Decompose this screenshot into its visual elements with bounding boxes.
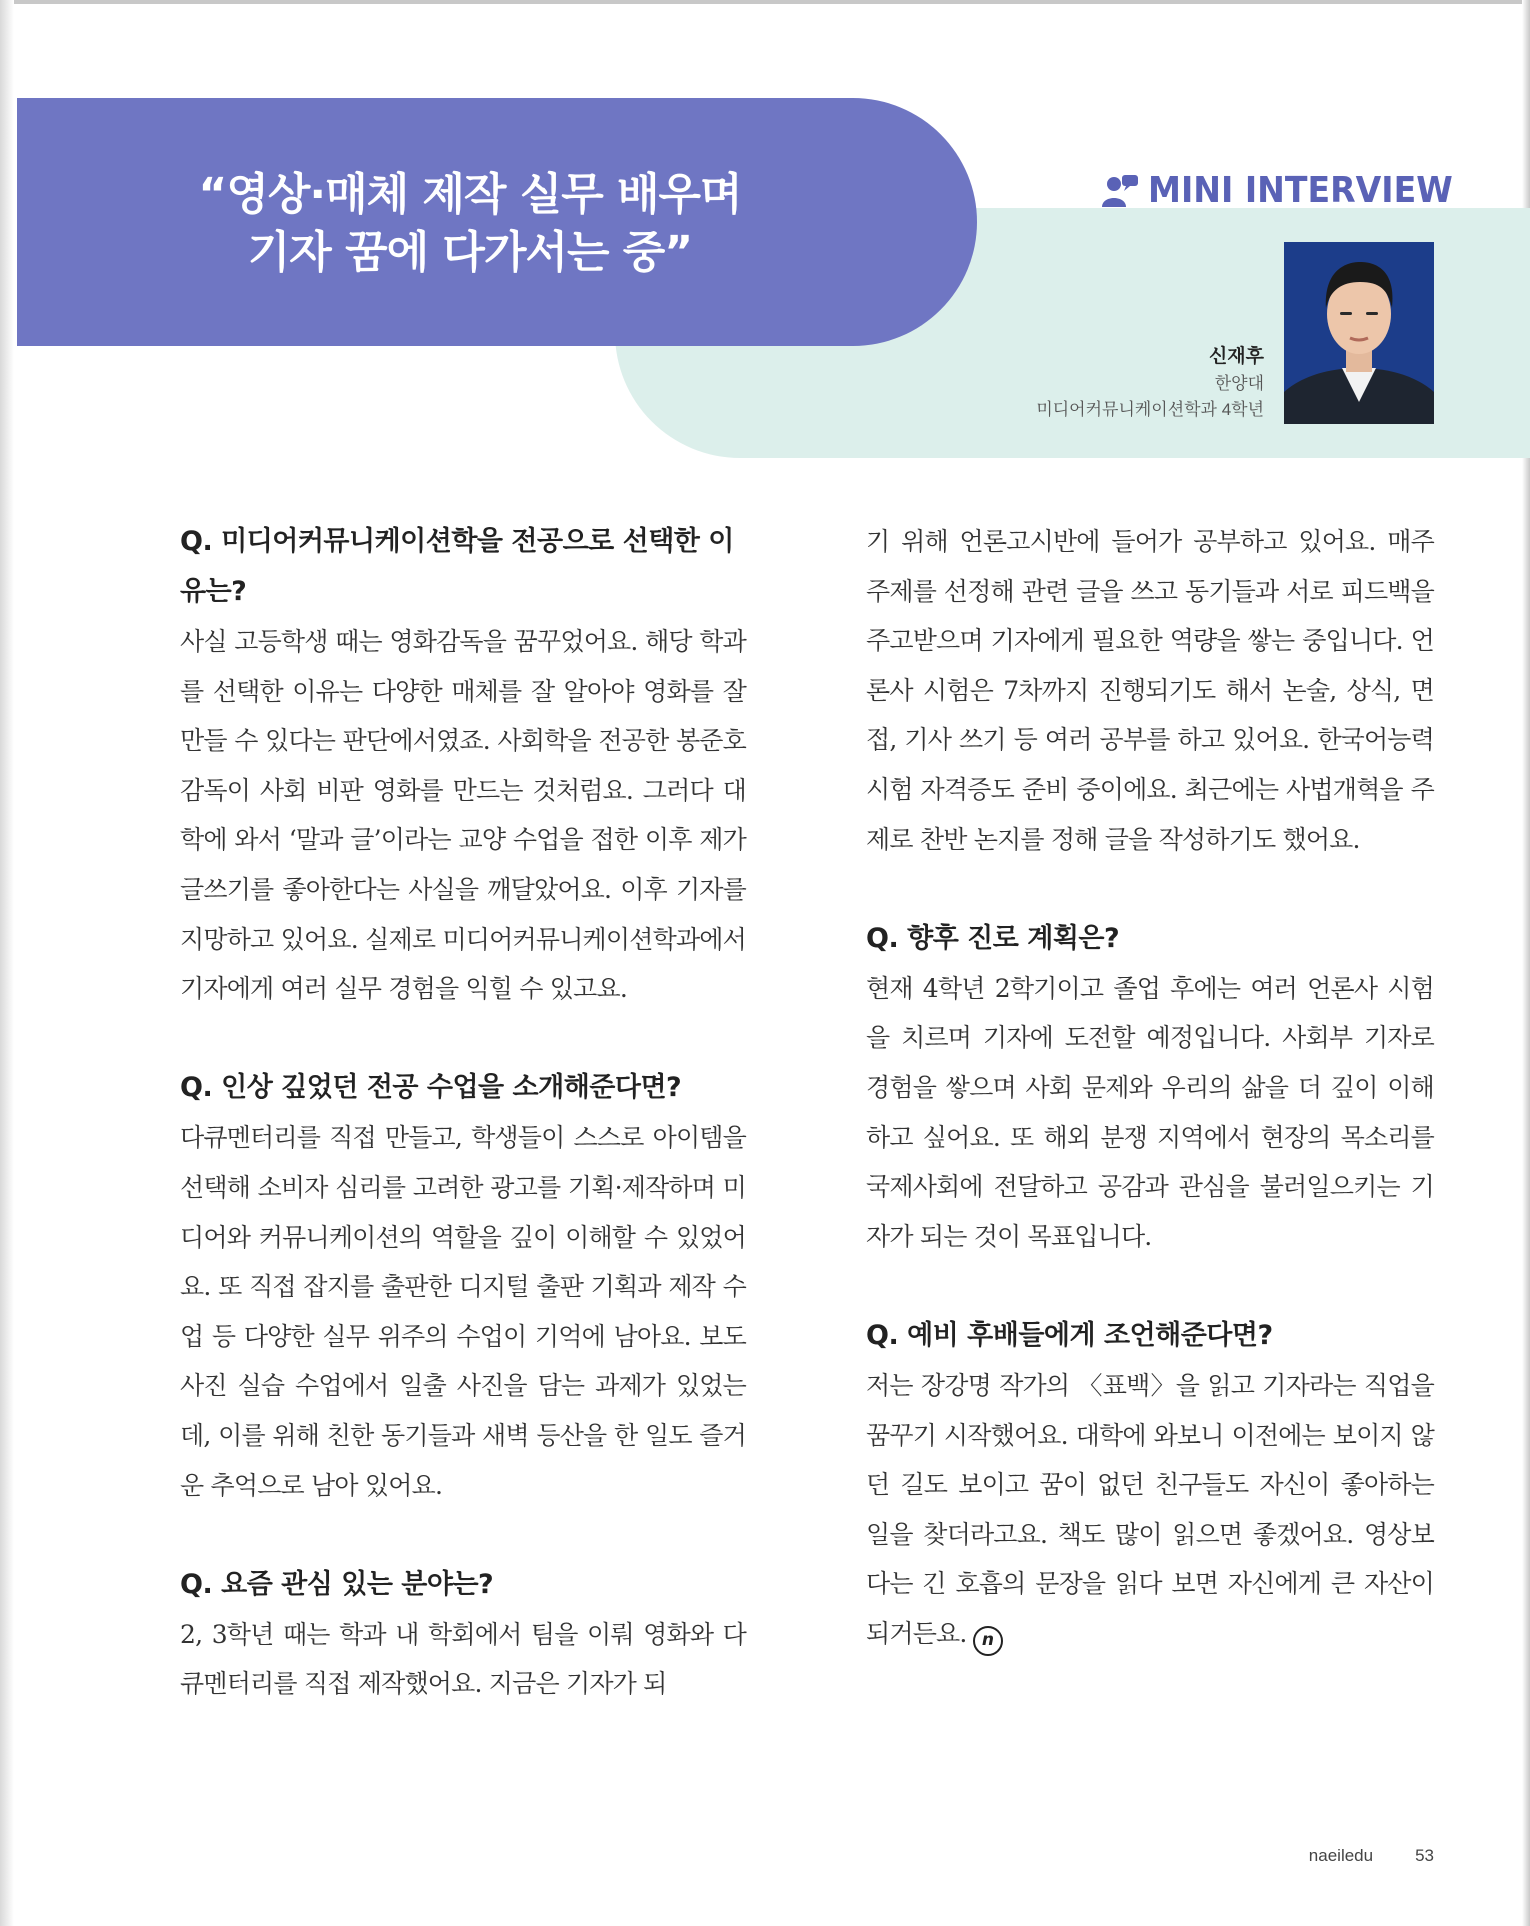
- question-2: Q. 인상 깊었던 전공 수업을 소개해준다면?: [180, 1072, 682, 1104]
- question-5: Q. 예비 후배들에게 조언해준다면?: [866, 1319, 1273, 1351]
- right-column: [866, 517, 1434, 1658]
- answer-2: 다큐멘터리를 직접 만들고, 학생들이 스스로 아이템을 선택해 소비자 심리를 고려한 광고를 기획·제작하며 미디어와 커뮤니케이션의 역할을 깊이 이해할 수 있었어요. 또 직접 잡지를 출판한 디지털 출판 기획과 제작 수업 등 다양한 실무 위주의 수업이 기억에 남아요. 보도사진 실습 수업에서 일출 사진을 담는 과제가 있었는데, 이를 위해 친한 동기들과 새벽 등산을 한 일도 즐거운 추억으로 남아 있어요.: [180, 1123, 746, 1500]
- profile-name: 신재후: [1208, 346, 1264, 367]
- question-3: Q. 요즘 관심 있는 분야는?: [180, 1568, 494, 1600]
- answer-1: 사실 고등학생 때는 영화감독을 꿈꾸었어요. 해당 학과를 선택한 이유는 다양한 매체를 잘 알아야 영화를 잘 만들 수 있다는 판단에서였죠. 사회학을 전공한 봉준호 감독이 사회 비판 영화를 만드는 것처럼요. 그러다 대학에 와서 ‘말과 글’이라는 교양 수업을 접한 이후 제가 글쓰기를 좋아한다는 사실을 깨달았어요. 이후 기자를 지망하고 있어요. 실제로 미디어커뮤니케이션학과에서 기자에게 여러 실무 경험을 익힐 수 있고요.: [180, 627, 746, 1004]
- footer-magazine: naeiledu: [1308, 1846, 1374, 1865]
- question-4: Q. 향후 진로 계획은?: [866, 922, 1120, 954]
- page-edge-left: [0, 0, 14, 1926]
- question-1: Q. 미디어커뮤니케이션학을 전공으로 선택한 이유는?: [180, 526, 734, 607]
- profile-department: 미디어커뮤니케이션학과 4학년: [1036, 400, 1264, 419]
- answer-4: 현재 4학년 2학기이고 졸업 후에는 여러 언론사 시험을 치르며 기자에 도전할 예정입니다. 사회부 기자로 경험을 쌓으며 사회 문제와 우리의 삶을 더 깊이 이해하고 싶어요. 또 해외 분쟁 지역에서 현장의 목소리를 국제사회에 전달하고 공감과 관심을 불러일으키는 기자가 되는 것이 목표입니다.: [866, 973, 1434, 1251]
- portrait-image: [1284, 242, 1434, 424]
- page-footer: [1309, 1846, 1434, 1866]
- page-edge-top: [0, 0, 1530, 4]
- answer-3-part-1: 2, 3학년 때는 학과 내 학회에서 팀을 이뤄 영화와 다큐멘터리를 직접 제작했어요. 지금은 기자가 되: [180, 1619, 746, 1699]
- profile-school: 한양대: [1214, 374, 1264, 393]
- headline-line-2: 기자 꿈에 다가서는 중”: [247, 227, 693, 278]
- section-label: [1100, 170, 1479, 211]
- answer-3-part-2: 기 위해 언론고시반에 들어가 공부하고 있어요. 매주 주제를 선정해 관련 글을 쓰고 동기들과 서로 피드백을 주고받으며 기자에게 필요한 역량을 쌓는 중입니다. 언론사 시험은 7차까지 진행되기도 해서 논술, 상식, 면접, 기사 쓰기 등 여러 공부를 하고 있어요. 한국어능력시험 자격증도 준비 중이에요. 최근에는 사법개혁을 주제로 찬반 논지를 정해 글을 작성하기도 했어요.: [866, 527, 1434, 854]
- end-mark-icon: n: [973, 1626, 1003, 1656]
- profile-photo: [1284, 242, 1434, 424]
- headline-line-1: “영상·매체 제작 실무 배우며: [198, 169, 742, 220]
- section-label-text: MINI INTERVIEW: [1148, 170, 1453, 211]
- person-chat-icon: [1100, 173, 1140, 209]
- answer-5-text: 저는 장강명 작가의 〈표백〉을 읽고 기자라는 직업을 꿈꾸기 시작했어요. 대학에 와보니 이전에는 보이지 않던 길도 보이고 꿈이 없던 친구들도 자신이 좋아하는 일을 찾더라고요. 책도 많이 읽으면 좋겠어요. 영상보다는 긴 호흡의 문장을 읽다 보면 자신에게 큰 자산이 되거든요.: [866, 1370, 1434, 1648]
- answer-5: [866, 1361, 1434, 1659]
- profile-caption: [1036, 343, 1264, 423]
- headline: [160, 166, 780, 282]
- left-column: [180, 517, 746, 1709]
- footer-page-number: 53: [1415, 1846, 1434, 1865]
